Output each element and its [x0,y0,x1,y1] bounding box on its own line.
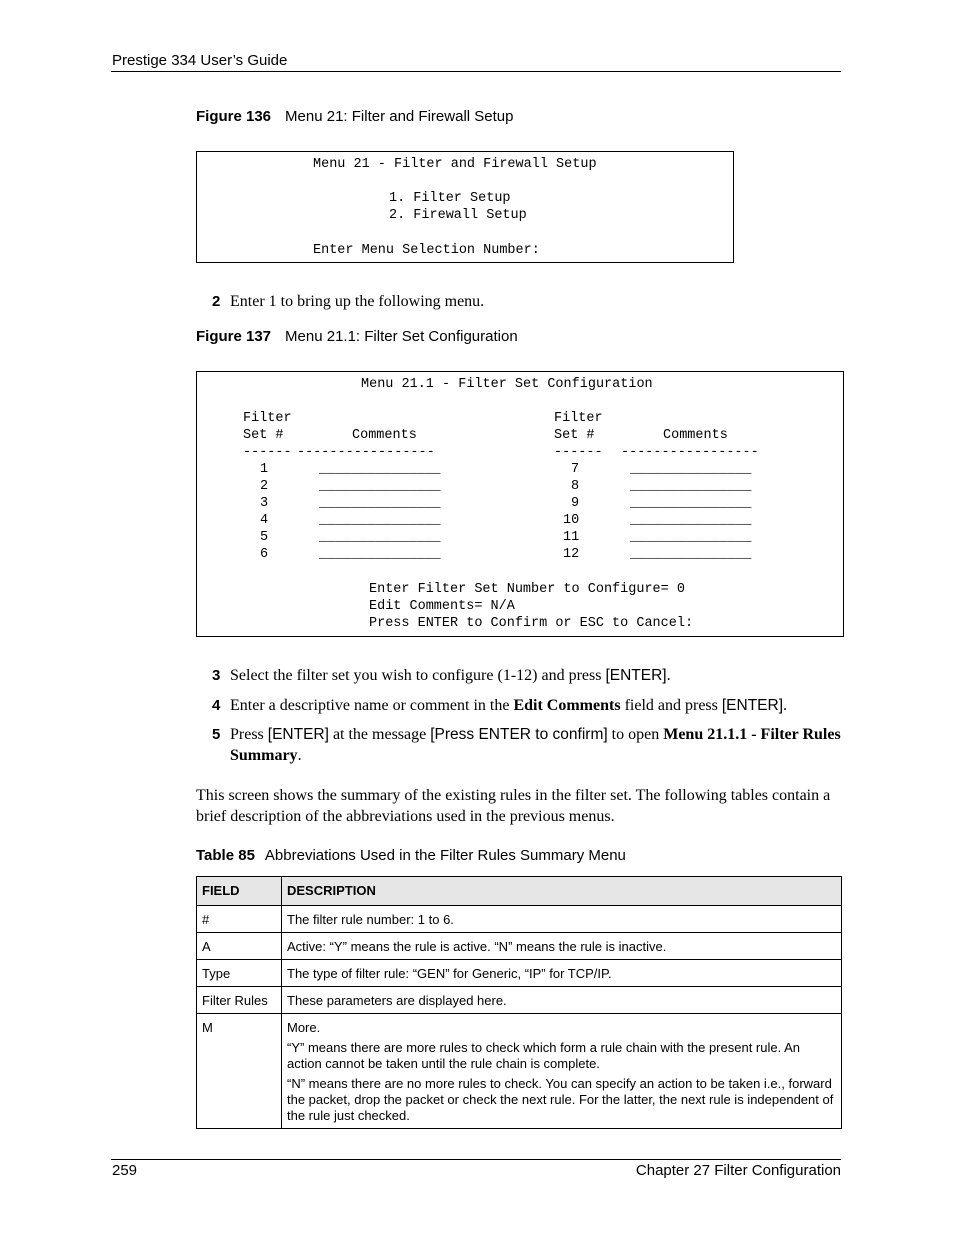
step-end: . [297,747,302,764]
step-text: to open [607,726,664,743]
table-row [197,906,842,933]
comment-field: _______________ [319,547,441,562]
figure-137-caption [196,328,518,345]
menu-21-1-screen [196,371,844,637]
left-col-set: Set # [243,428,284,443]
figure-137-title: Menu 21.1: Filter Set Configuration [285,328,518,345]
table-row [197,1014,842,1129]
description-text: These parameters are displayed here. [287,993,507,1008]
filter-set-number: 1 [260,462,269,477]
body-paragraph: This screen shows the summary of the existing rules in the filter set. The following tables contain a brief description of the abbreviations used in the previous menus. [196,787,831,825]
enter-key-label: [ENTER] [721,697,784,714]
filter-set-number: 7 [571,462,580,477]
comment-field: _______________ [319,479,441,494]
footer-rule [111,1159,841,1160]
step-4 [212,695,840,716]
description-cell [282,933,842,960]
step-text: at the message [328,726,431,743]
table-85-caption [196,847,626,864]
figure-136-label: Figure 136 [196,108,272,125]
step-3 [212,665,840,686]
step-number: 2 [212,293,221,310]
confirm-prompt: Press ENTER to Confirm or ESC to Cancel: [369,616,694,631]
configure-prompt: Enter Filter Set Number to Configure= 0 [369,582,685,597]
description-text: “Y” means there are more rules to check which form a rule chain with the present rule. An action cannot be taken until the rule chain is complete. [287,1040,801,1071]
header-description: DESCRIPTION [282,877,842,906]
step-text: Press [230,726,268,743]
comment-field: _______________ [319,513,441,528]
edit-comments-field-name: Edit Comments [513,697,621,714]
right-dash-comments: ----------------- [621,445,759,460]
filter-set-number: 3 [260,496,269,511]
comment-field: _______________ [630,513,752,528]
figure-137-label: Figure 137 [196,328,272,345]
step-end: . [783,697,788,714]
filter-set-number: 10 [563,513,580,528]
comment-field: _______________ [630,462,752,477]
enter-key-label: [ENTER] [605,667,667,684]
menu-21-1-title: Menu 21.1 - Filter Set Configuration [361,377,653,392]
filter-set-number: 6 [260,547,269,562]
filter-set-number: 12 [563,547,580,562]
left-dash-comments: ----------------- [297,445,435,460]
filter-set-number: 11 [563,530,580,545]
header-rule [111,71,841,72]
left-dash-set: ------ [243,445,292,460]
running-header: Prestige 334 User’s Guide [112,52,288,69]
filter-set-number: 8 [571,479,580,494]
menu-21-screen [196,151,734,263]
menu-21-title: Menu 21 - Filter and Firewall Setup [313,157,597,172]
menu-reference: Menu 21.1.1 - Filter Rules Summary [230,726,841,764]
step-text: field and press [620,697,722,714]
table-row [197,987,842,1014]
menu-option-firewall-setup: 2. Firewall Setup [389,208,527,223]
menu-selection-prompt: Enter Menu Selection Number: [313,243,540,258]
figure-136-caption [196,108,513,125]
menu-option-filter-setup: 1. Filter Setup [389,191,511,206]
table-row [197,933,842,960]
page-number: 259 [112,1162,138,1179]
right-dash-set: ------ [554,445,603,460]
description-cell [282,1014,842,1129]
figure-136-title: Menu 21: Filter and Firewall Setup [285,108,514,125]
table-header-row [197,877,842,906]
comment-field: _______________ [319,496,441,511]
comment-field: _______________ [319,462,441,477]
comment-field: _______________ [630,479,752,494]
filter-set-number: 2 [260,479,269,494]
filter-set-number: 9 [571,496,580,511]
step-number: 3 [212,667,221,684]
comment-field: _______________ [630,496,752,511]
left-col-filter: Filter [243,411,292,426]
step-end: . [666,667,671,684]
right-col-filter: Filter [554,411,603,426]
step-number: 5 [212,726,221,743]
right-col-comments: Comments [663,428,728,443]
step-text: Enter 1 to bring up the following menu. [230,293,485,310]
description-text: Active: “Y” means the rule is active. “N” means the rule is inactive. [287,939,667,954]
right-col-set: Set # [554,428,595,443]
step-number: 4 [212,697,221,714]
table-row [197,960,842,987]
enter-key-label: [ENTER] [267,726,329,743]
field-cell: A [197,933,282,960]
table-85-label: Table 85 [196,847,255,864]
left-col-comments: Comments [352,428,417,443]
description-cell [282,906,842,933]
description-text: The filter rule number: 1 to 6. [287,912,454,927]
edit-comments-prompt: Edit Comments= N/A [369,599,515,614]
field-cell: Type [197,960,282,987]
step-text: Select the filter set you wish to configure (1-12) and press [230,667,606,684]
abbreviations-table [196,876,842,1129]
description-text: “N” means there are no more rules to check. You can specify an action to be taken i.e., forward the packet, drop the packet or check the next rule. For the latter, the next rule is independent of the rule just checked. [287,1076,834,1123]
description-text: More. [287,1020,321,1035]
chapter-title: Chapter 27 Filter Configuration [635,1162,841,1179]
header-field: FIELD [197,877,282,906]
comment-field: _______________ [319,530,441,545]
step-text: Enter a descriptive name or comment in the [230,697,514,714]
step-5 [212,724,842,766]
confirm-message: [Press ENTER to confirm] [430,726,608,743]
table-85-title: Abbreviations Used in the Filter Rules Summary Menu [264,847,626,864]
comment-field: _______________ [630,547,752,562]
filter-set-number: 5 [260,530,269,545]
description-cell [282,987,842,1014]
step-2 [212,291,485,312]
field-cell: # [197,906,282,933]
comment-field: _______________ [630,530,752,545]
description-cell [282,960,842,987]
description-text: The type of filter rule: “GEN” for Generic, “IP” for TCP/IP. [287,966,612,981]
field-cell: Filter Rules [197,987,282,1014]
filter-set-number: 4 [260,513,269,528]
field-cell: M [197,1014,282,1129]
